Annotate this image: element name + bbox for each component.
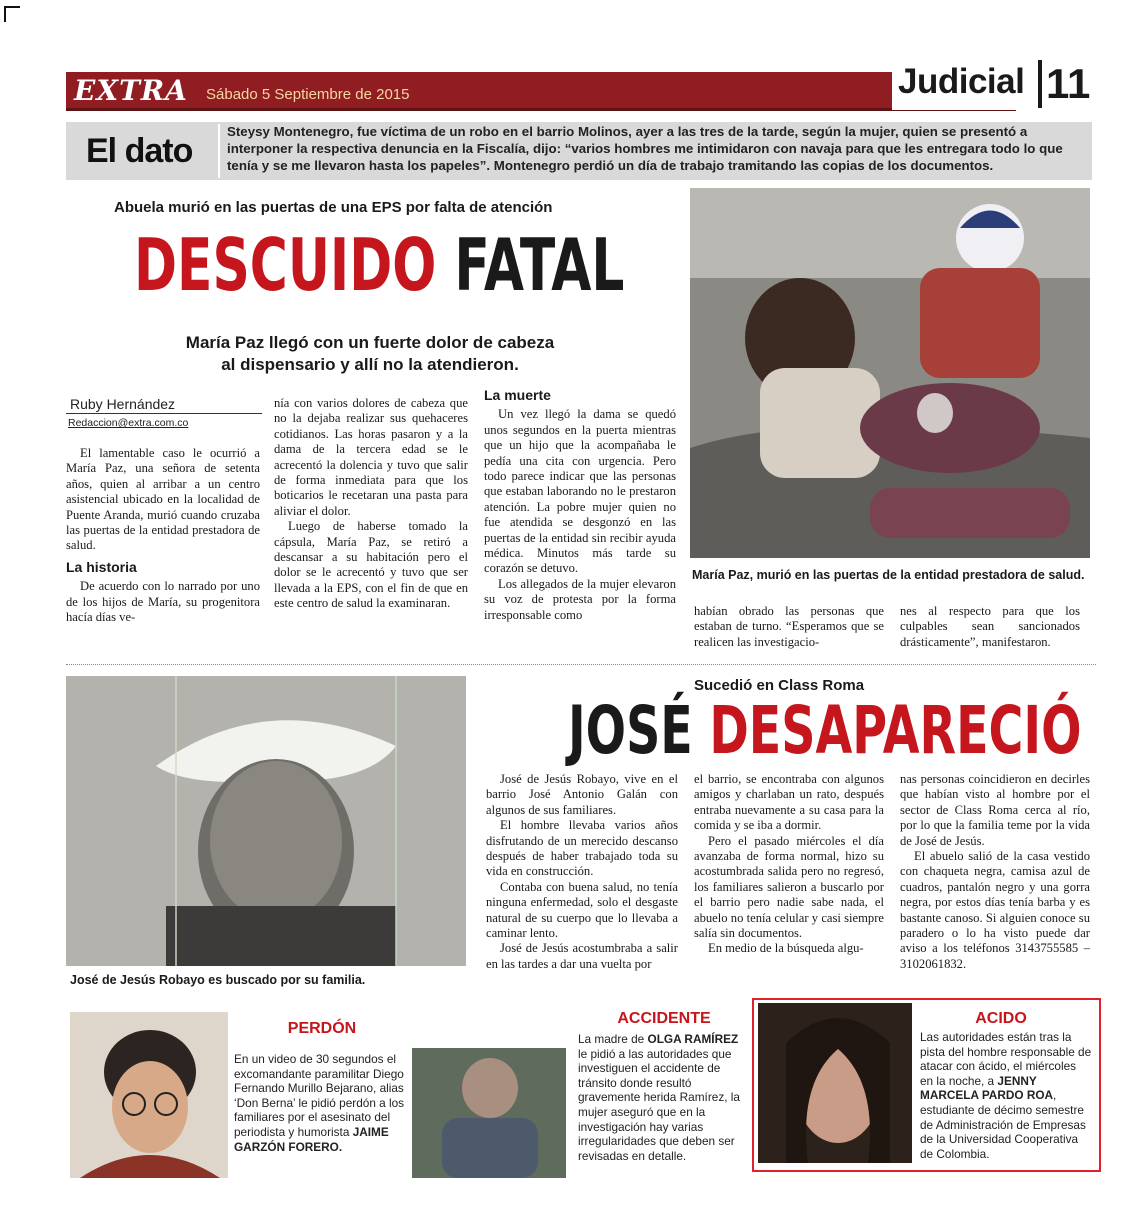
- page-number: 11: [1038, 60, 1090, 108]
- crop-mark: [4, 6, 20, 22]
- el-dato-text: Steysy Montenegro, fue víctima de un robo en el barrio Molinos, ayer a las tres de la tarde, según la mujer, quien se presentó a interponer la respectiva denuncia en la Fiscalía, dijo: “varios hombres me intimidaron con navaja para que les entregara todo lo que tenía y se me llevaron hasta los papeles”. Montenegro perdió un día de trabajo tramitando las copias de los documentos.: [227, 124, 1063, 174]
- acido-body: [920, 1030, 1092, 1161]
- paragraph: el barrio, se encontraba con algunos amigos y charlaban un rato, después entraba nuevamente a su casa para la comida y se iba a dormir.: [694, 772, 884, 833]
- story1-column-4: [694, 604, 884, 650]
- paragraph: El lamentable caso le ocurrió a María Paz, una señora de setenta años, quien al arribar a un centro asistencial ubicado en la localidad de Puente Aranda, murió cuando cruzaba las puertas de la entidad prestadora de salud.: [66, 446, 260, 553]
- author-email: Redaccion@extra.com.co: [68, 417, 189, 429]
- elderly-man-portrait-image: [66, 676, 466, 966]
- perdon-person-name: JAIME GARZÓN FORERO.: [234, 1124, 389, 1154]
- story1-column-2: [274, 396, 468, 612]
- acido-title: ACIDO: [975, 1010, 1027, 1027]
- story1-column-3: [484, 388, 676, 623]
- headline-red-word: DESAPARECIÓ: [709, 692, 1082, 769]
- acido-text-b: , estudiante de décimo semestre de Administración de Empresas de la Universidad Cooperativa de Colombia.: [920, 1088, 1086, 1161]
- issue-date: Sábado 5 Septiembre de 2015: [206, 86, 410, 103]
- perdon-photo: [70, 1012, 228, 1178]
- acido-photo: [758, 1003, 912, 1163]
- story1-column-1: [66, 446, 260, 625]
- story1-photo: [690, 188, 1090, 558]
- paragraph: El hombre llevaba varios años disfrutando de un merecido descanso después de haber trabajado toda su vida en construcción.: [486, 818, 678, 879]
- headline-red-word: DESCUIDO: [134, 223, 437, 307]
- emergency-scene-image: [690, 188, 1090, 558]
- story2-column-3: [900, 772, 1090, 972]
- story2-photo-caption: José de Jesús Robayo es buscado por su familia.: [70, 973, 366, 987]
- paragraph: Luego de haberse tomado la cápsula, María Paz, se retiró a descansar a su habitación pero el dolor se le acrecentó y tuvo que ser llevada a la EPS, con el fin de que en este centro de salud la examinaran.: [274, 519, 468, 611]
- deck-line-2: al dispensario y allí no la atendieron.: [221, 355, 519, 374]
- paragraph: José de Jesús acostumbraba a salir en las tardes a dar una vuelta por: [486, 941, 678, 971]
- author-name: Ruby Hernández: [70, 396, 176, 412]
- story2-column-2: [694, 772, 884, 957]
- logo: EXTRA: [74, 74, 188, 107]
- subhead-muerte: La muerte: [484, 387, 551, 403]
- paragraph: El abuelo salió de la casa vestido con chaqueta negra, camisa azul de cuadros, pantalón negro y una gorra negra, por estos días tenía barba y es bastante canoso. Si alguien conoce su paradero o lo ha visto puede dar aviso a los teléfonos 3143755585 – 3102061832.: [900, 849, 1090, 971]
- paragraph: Pero el pasado miércoles el día avanzaba de forma normal, hizo su acostumbrada salida pero no regresó, los familiares salieron a buscarlo por el barrio pero nadie sabe nada, el abuelo no tenía celular y casi siempre salía sin documentos.: [694, 833, 884, 941]
- headline-black-word: FATAL: [454, 223, 625, 307]
- portrait-glasses-image: [70, 1012, 228, 1178]
- paragraph: nas personas coincidieron en decirles que habían visto al hombre por el sector de Class Roma cerca al río, por lo que la familia teme por la vida de José de Jesús.: [900, 772, 1090, 848]
- paragraph: Un vez llegó la dama se quedó unos segundos en la puerta mientras que un hijo que la acompañaba le pedía una cita con urgencia. Pero todo parece indicar que las personas que estaban laborando no le prestaron atención. La pobre mujer quien no fue atendida se desgonzó en las puertas de la entidad sin recibir ayuda médica. Minutos más tarde su corazón se detuvo.: [484, 407, 676, 576]
- author-rule: [66, 413, 262, 414]
- deck-line-1: María Paz llegó con un fuerte dolor de cabeza: [185, 333, 555, 352]
- paragraph: De acuerdo con lo narrado por uno de los hijos de María, su progenitora hacía días ve-: [66, 579, 260, 625]
- story2-column-1: [486, 772, 678, 972]
- accidente-title: ACCIDENTE: [617, 1010, 711, 1027]
- section-divider: [66, 664, 1096, 665]
- paragraph: nía con varios dolores de cabeza que no la dejaba realizar sus quehaceres cotidianos. Las horas pasaron y a la dama de la tercera edad se le acrecentó la dolencia y tuvo que salir de forma inmediata para que los boticarios le recetaran una pasta para aliviar el dolor.: [274, 396, 468, 518]
- paragraph: En medio de la búsqueda algu-: [708, 941, 864, 956]
- paragraph: habían obrado las personas que estaban de turno. “Esperamos que se realicen las investigacio-: [694, 604, 884, 649]
- story1-deck: [150, 332, 590, 376]
- story2-kicker: Sucedió en Class Roma: [694, 677, 865, 694]
- story1-column-5: [900, 604, 1080, 650]
- perdon-title: PERDÓN: [287, 1020, 357, 1037]
- accidente-text-a: La madre de: [578, 1032, 648, 1046]
- paragraph: José de Jesús Robayo, vive en el barrio José Antonio Galán con algunos de sus familiares.: [486, 772, 678, 817]
- story2-headline: [568, 692, 1081, 770]
- accidente-text-b: le pidió a las autoridades que investiguen el accidente de tránsito donde resultó gravemente herida Ramírez, la mujer aseguró que en la investigación hay varias irregularidades que deben ser revisadas en detalle.: [578, 1046, 740, 1163]
- portrait-man-image: [412, 1048, 566, 1178]
- el-dato-label: El dato: [86, 132, 193, 170]
- story1-kicker: Abuela murió en las puertas de una EPS por falta de atención: [114, 199, 553, 216]
- paragraph: nes al respecto para que los culpables sean sancionados drásticamente”, manifestaron.: [900, 604, 1080, 649]
- portrait-woman-image: [758, 1003, 912, 1163]
- accidente-photo: [412, 1048, 566, 1178]
- headline-black-word: JOSÉ: [568, 692, 693, 769]
- paragraph: Contaba con buena salud, no tenía ninguna enfermedad, solo el desgaste natural de su cuerpo que lo llevaba a caminar lento.: [486, 879, 678, 941]
- subhead-historia: La historia: [66, 558, 137, 575]
- section-title: Judicial: [898, 62, 1025, 101]
- perdon-text: En un video de 30 segundos el excomandante paramilitar Diego Fernando Murillo Bejarano, alias ‘Don Berna’ le pidió perdón a los familiares por el asesinato del periodista y humorista: [234, 1052, 405, 1139]
- paragraph: Los allegados de la mujer elevaron su voz de protesta por la forma irresponsable como: [484, 576, 676, 622]
- acido-person-name: JENNY MARCELA PARDO ROA: [920, 1073, 1054, 1103]
- acido-text-a: Las autoridades están tras la pista del hombre responsable de atacar con ácido, el miércoles en la noche, a: [920, 1030, 1092, 1088]
- accidente-body: [578, 1032, 750, 1163]
- story2-photo: [66, 676, 466, 966]
- el-dato-divider: [218, 124, 220, 178]
- perdon-body: [234, 1052, 410, 1154]
- accidente-person-name: OLGA RAMÍREZ: [647, 1032, 739, 1046]
- story1-headline: [134, 222, 624, 308]
- story1-photo-caption: María Paz, murió en las puertas de la entidad prestadora de salud.: [692, 568, 1085, 582]
